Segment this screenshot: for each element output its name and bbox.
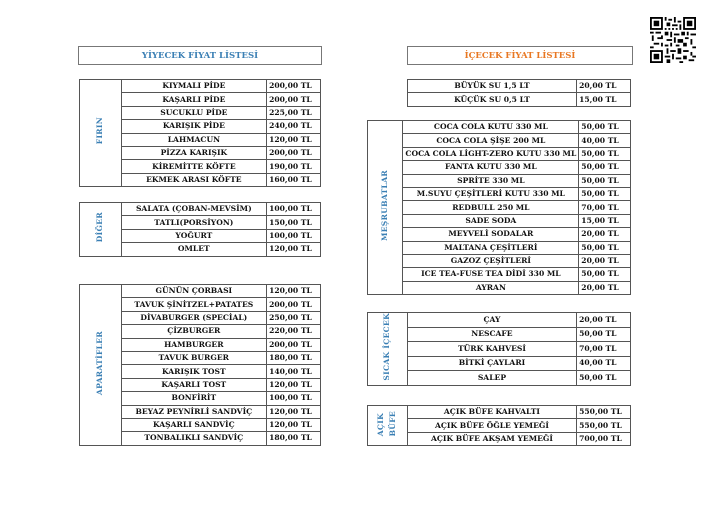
item-price: 20,00 TL: [579, 228, 631, 241]
item-name: LAHMACUN: [121, 133, 266, 146]
item-name: BİTKİ ÇAYLARI: [407, 356, 576, 371]
item-price: 50,00 TL: [579, 241, 631, 254]
menu-row: [368, 174, 631, 187]
item-price: 40,00 TL: [579, 134, 631, 147]
item-price: 120,00 TL: [267, 405, 321, 418]
item-name: ICE TEA-FUSE TEA DİDİ 330 ML: [403, 268, 579, 281]
menu-row: [368, 147, 631, 160]
menu-row: [368, 134, 631, 147]
category-label-text: APARATİFLER: [95, 330, 105, 395]
menu-row: [80, 285, 321, 298]
item-name: ÇİZBURGER: [121, 325, 267, 338]
menu-row: [368, 371, 631, 386]
item-name: BONFİRİT: [121, 392, 267, 405]
item-name: MALTANA ÇEŞİTLERİ: [403, 241, 579, 254]
item-price: 100,00 TL: [267, 392, 321, 405]
item-name: SPRİTE 330 ML: [403, 174, 579, 187]
menu-row: [368, 342, 631, 357]
menu-row: [368, 121, 631, 134]
item-name: TONBALIKLI SANDVİÇ: [121, 432, 267, 445]
item-name: KIYMALI PİDE: [121, 80, 266, 93]
item-price: 50,00 TL: [579, 121, 631, 134]
item-price: 50,00 TL: [579, 161, 631, 174]
menu-row: [368, 228, 631, 241]
item-name: DİVABURGER (SPECİAL): [121, 311, 267, 324]
item-name: KARIŞIK TOST: [121, 365, 267, 378]
item-price: 50,00 TL: [577, 327, 631, 342]
item-price: 200,00 TL: [267, 80, 321, 93]
item-name: YOĞURT: [121, 229, 267, 242]
item-name: SADE SODA: [403, 214, 579, 227]
item-price: 120,00 TL: [267, 418, 321, 431]
item-price: 550,00 TL: [577, 419, 631, 432]
item-name: AYRAN: [403, 281, 579, 294]
drink-list-title: İÇECEK FİYAT LİSTESİ: [407, 46, 633, 65]
item-price: 40,00 TL: [577, 356, 631, 371]
item-price: 50,00 TL: [579, 174, 631, 187]
menu-row: [368, 268, 631, 281]
item-price: 180,00 TL: [267, 432, 321, 445]
item-name: BÜYÜK SU 1,5 LT: [408, 80, 577, 93]
food-list-title: YİYECEK FİYAT LİSTESİ: [78, 46, 322, 65]
item-price: 250,00 TL: [267, 311, 321, 324]
item-price: 200,00 TL: [267, 146, 321, 159]
menu-row: [368, 313, 631, 328]
item-price: 200,00 TL: [267, 93, 321, 106]
item-price: 200,00 TL: [267, 298, 321, 311]
menu-row: [368, 214, 631, 227]
category-label-text: FIRIN: [95, 117, 105, 145]
category-label-line: AÇIK: [376, 413, 386, 437]
menu-row: [368, 161, 631, 174]
item-name: KARIŞIK PİDE: [121, 120, 266, 133]
item-price: 700,00 TL: [577, 432, 631, 445]
item-name: REDBULL 250 ML: [403, 201, 579, 214]
item-name: HAMBURGER: [121, 338, 267, 351]
su-table: [407, 79, 631, 107]
sicak-table: [367, 312, 631, 386]
item-name: SALATA (ÇOBAN-MEVSİM): [121, 203, 267, 216]
item-price: 180,00 TL: [267, 351, 321, 364]
menu-row: [368, 419, 631, 432]
item-name: SALEP: [407, 371, 576, 386]
item-price: 120,00 TL: [267, 378, 321, 391]
item-price: 120,00 TL: [267, 133, 321, 146]
item-name: COCA COLA ŞİŞE 200 ML: [403, 134, 579, 147]
item-name: COCA COLA LİGHT-ZERO KUTU 330 ML: [403, 147, 579, 160]
category-label: [80, 285, 122, 446]
category-label: [80, 80, 122, 187]
category-label-text: SICAK İÇECEK: [382, 313, 392, 381]
item-name: AÇIK BÜFE KAHVALTI: [407, 406, 576, 419]
item-price: 160,00 TL: [267, 173, 321, 186]
menu-row: [368, 432, 631, 445]
item-price: 120,00 TL: [267, 285, 321, 298]
menu-row: [368, 406, 631, 419]
menu-row: [80, 203, 321, 216]
aparatifler-table: [79, 284, 321, 446]
menu-row: [368, 187, 631, 200]
category-label-text: DİĞER: [95, 212, 105, 243]
menu-row: [80, 80, 321, 93]
item-name: TAVUK ŞİNİTZEL+PATATES: [121, 298, 267, 311]
item-name: M.SUYU ÇEŞİTLERİ KUTU 330 ML: [403, 187, 579, 200]
acik-bufe-table: [367, 405, 631, 446]
menu-row: [368, 201, 631, 214]
item-price: 100,00 TL: [267, 229, 321, 242]
item-price: 100,00 TL: [267, 203, 321, 216]
category-label: [368, 313, 408, 386]
item-price: 70,00 TL: [579, 201, 631, 214]
item-name: KAŞARLI TOST: [121, 378, 267, 391]
menu-row: [408, 93, 631, 106]
item-name: TATLI(PORSİYON): [121, 216, 267, 229]
item-name: KAŞARLI PİDE: [121, 93, 266, 106]
item-price: 550,00 TL: [577, 406, 631, 419]
item-name: TÜRK KAHVESİ: [407, 342, 576, 357]
mesrubatlar-table: [367, 120, 631, 295]
item-price: 225,00 TL: [267, 106, 321, 119]
menu-row: [368, 356, 631, 371]
item-name: PİZZA KARIŞIK: [121, 146, 266, 159]
item-name: KİREMİTTE KÖFTE: [121, 160, 266, 173]
item-price: 20,00 TL: [577, 80, 631, 93]
item-name: AÇIK BÜFE AKŞAM YEMEĞİ: [407, 432, 576, 445]
menu-row: [368, 327, 631, 342]
menu-row: [368, 241, 631, 254]
item-price: 240,00 TL: [267, 120, 321, 133]
item-price: 20,00 TL: [579, 254, 631, 267]
item-price: 190,00 TL: [267, 160, 321, 173]
category-label-line: BÜFE: [388, 410, 398, 437]
item-price: 20,00 TL: [577, 313, 631, 328]
item-name: MEYVELİ SODALAR: [403, 228, 579, 241]
category-label-text: MEŞRUBATLAR: [380, 170, 390, 242]
item-name: COCA COLA KUTU 330 ML: [403, 121, 579, 134]
item-price: 70,00 TL: [577, 342, 631, 357]
category-label: [80, 203, 122, 257]
item-price: 15,00 TL: [577, 93, 631, 106]
item-price: 50,00 TL: [577, 371, 631, 386]
item-name: TAVUK BURGER: [121, 351, 267, 364]
item-name: KÜÇÜK SU 0,5 LT: [408, 93, 577, 106]
item-price: 15,00 TL: [579, 214, 631, 227]
item-price: 20,00 TL: [579, 281, 631, 294]
item-name: FANTA KUTU 330 ML: [403, 161, 579, 174]
item-price: 50,00 TL: [579, 268, 631, 281]
item-price: 50,00 TL: [579, 147, 631, 160]
item-name: KAŞARLI SANDVİÇ: [121, 418, 267, 431]
item-name: EKMEK ARASI KÖFTE: [121, 173, 266, 186]
item-name: GÜNÜN ÇORBASI: [121, 285, 267, 298]
category-label: [368, 406, 408, 446]
category-label: [368, 121, 403, 295]
item-price: 200,00 TL: [267, 338, 321, 351]
item-price: 150,00 TL: [267, 216, 321, 229]
item-name: BEYAZ PEYNİRLİ SANDVİÇ: [121, 405, 267, 418]
item-name: AÇIK BÜFE ÖĞLE YEMEĞİ: [407, 419, 576, 432]
item-price: 140,00 TL: [267, 365, 321, 378]
firin-table: [79, 79, 321, 187]
diger-table: [79, 202, 321, 257]
item-name: SUCUKLU PİDE: [121, 106, 266, 119]
menu-row: [368, 281, 631, 294]
item-name: NESCAFE: [407, 327, 576, 342]
item-name: ÇAY: [407, 313, 576, 328]
item-name: OMLET: [121, 243, 267, 256]
menu-row: [408, 80, 631, 93]
item-price: 50,00 TL: [579, 187, 631, 200]
item-price: 220,00 TL: [267, 325, 321, 338]
menu-row: [368, 254, 631, 267]
item-price: 120,00 TL: [267, 243, 321, 256]
item-name: GAZOZ ÇEŞİTLERİ: [403, 254, 579, 267]
qr-code: [650, 17, 696, 63]
